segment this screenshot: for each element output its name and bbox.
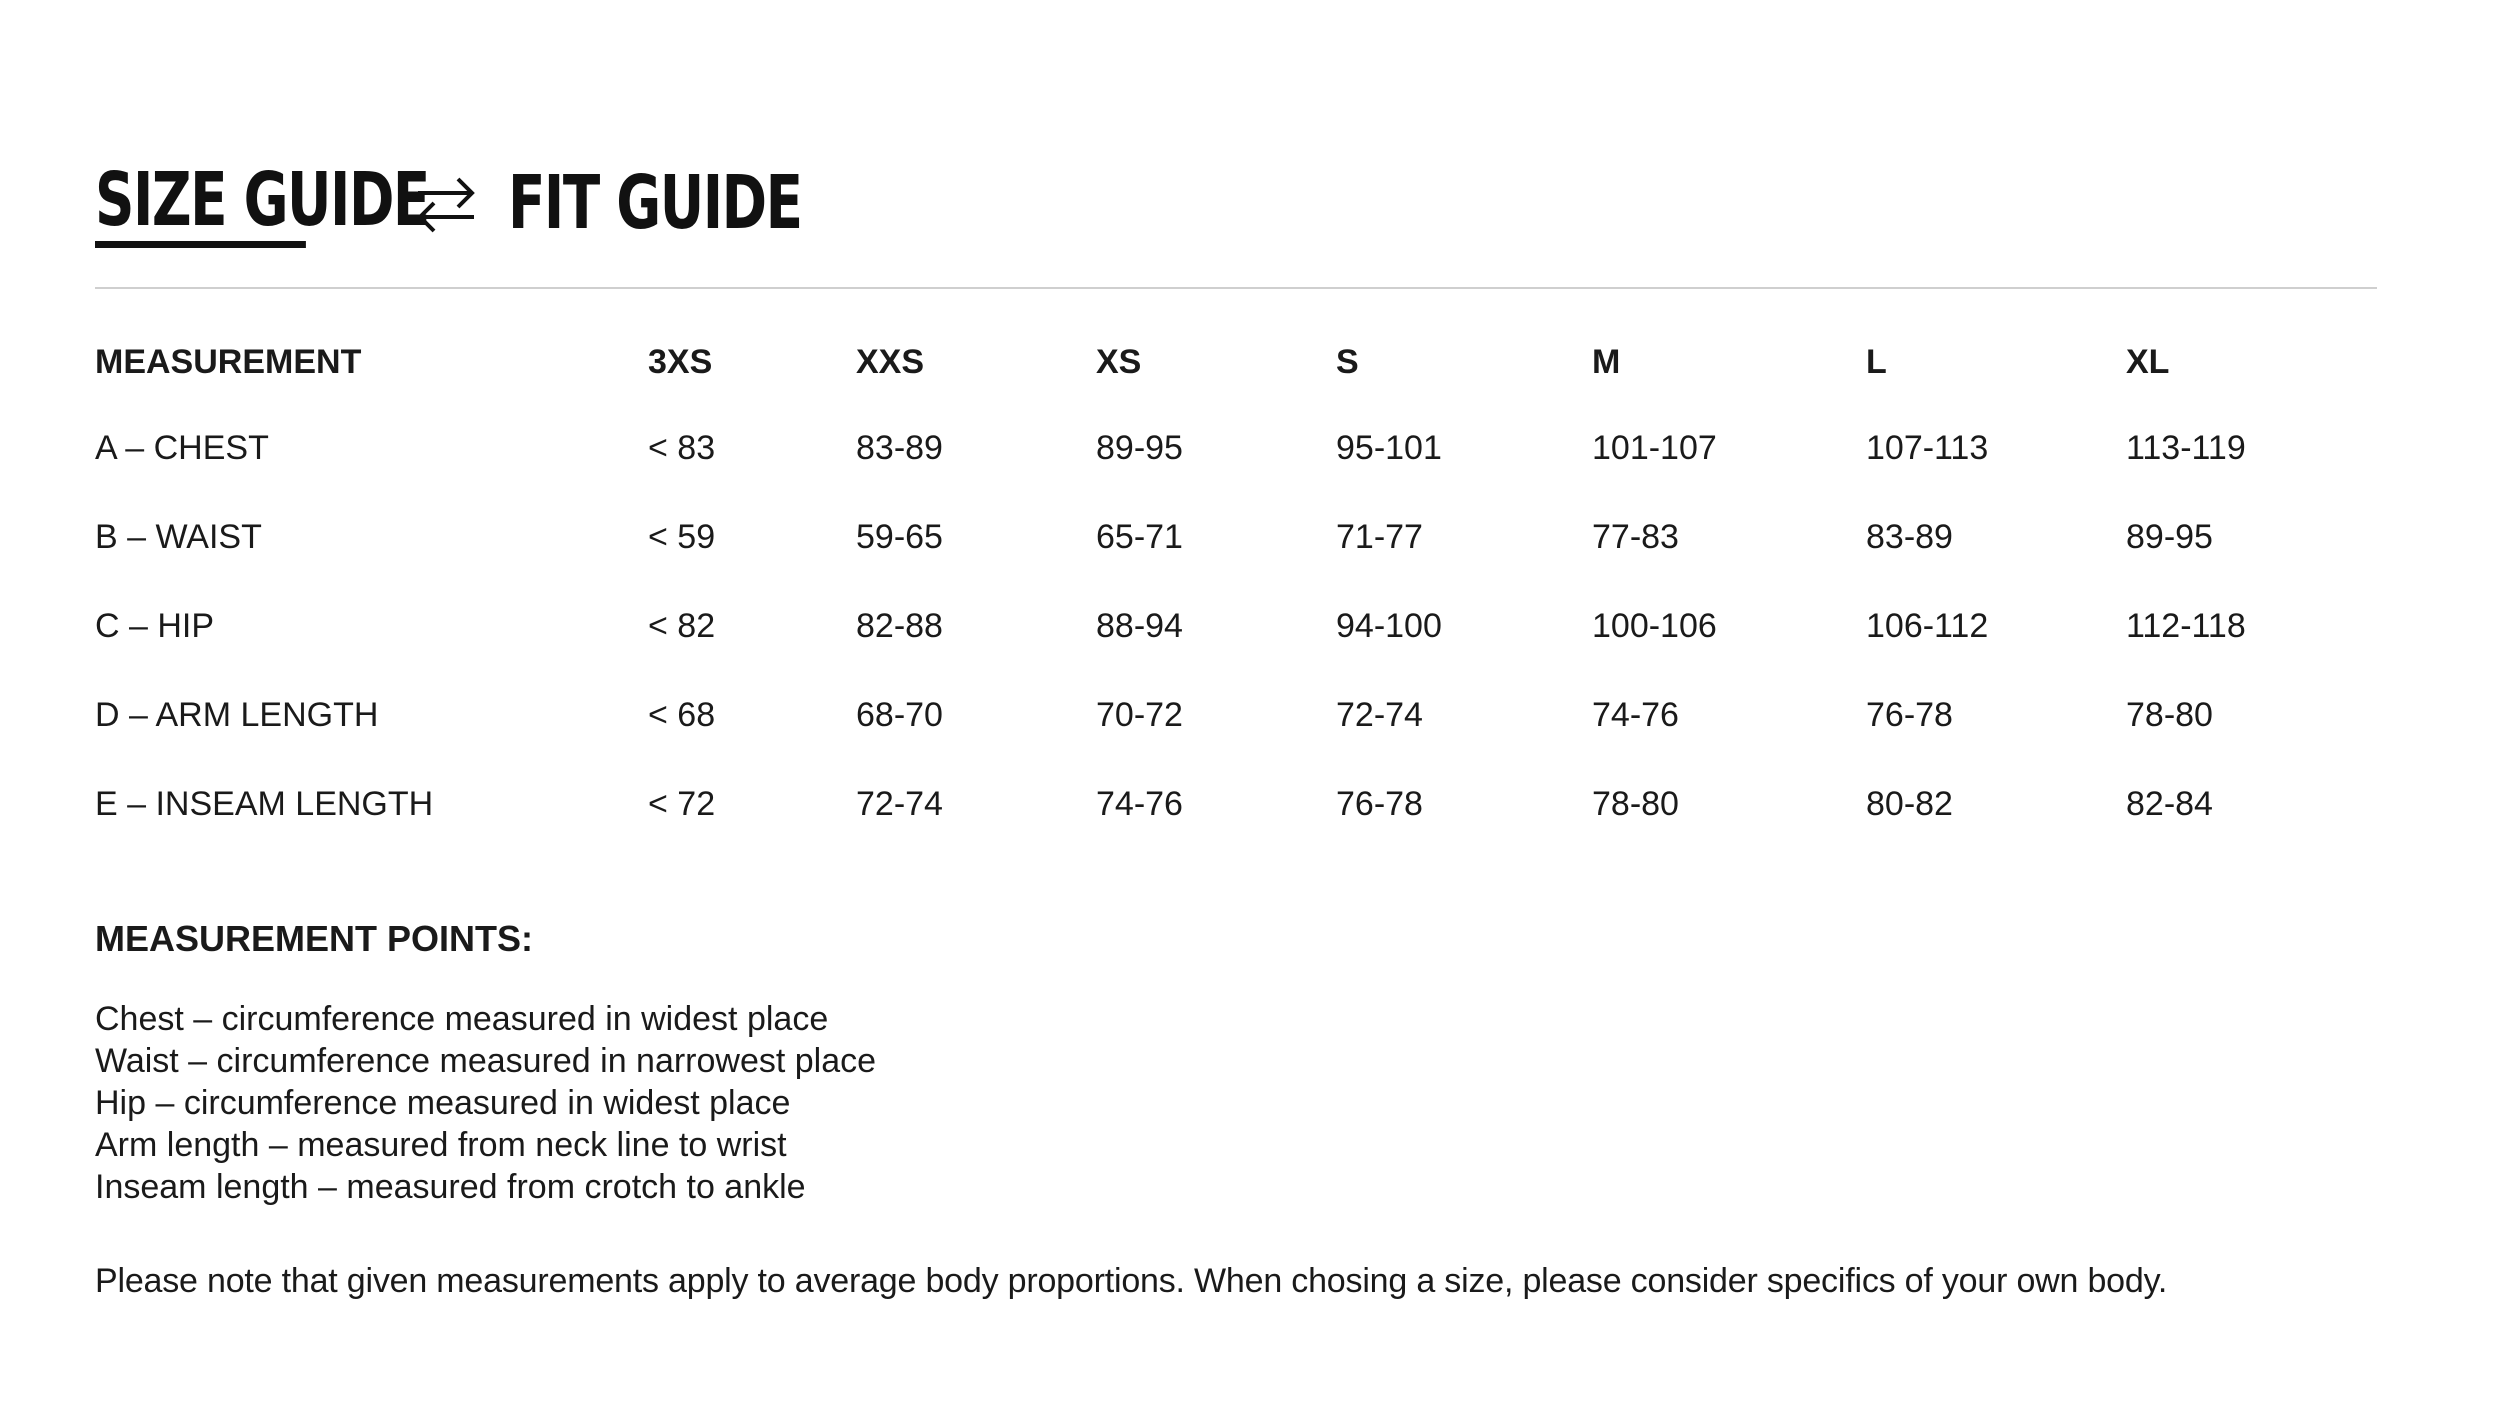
measurement-name: A – CHEST: [95, 429, 269, 467]
guide-tabs: [95, 148, 808, 248]
list-item: Hip – circumference measured in widest place: [95, 1084, 791, 1122]
table-cell: 68-70: [856, 696, 943, 734]
table-cell: 100-106: [1592, 607, 1717, 645]
fit-guide-tab[interactable]: FIT GUIDE: [508, 160, 802, 246]
table-cell: 77-83: [1592, 518, 1679, 556]
table-row: [95, 760, 2326, 849]
column-header: 3XS: [648, 342, 713, 381]
table-cell: 78-80: [2126, 696, 2213, 734]
measurement-points-list: [95, 998, 876, 1208]
table-cell: 71-77: [1336, 518, 1423, 556]
column-header: XXS: [856, 342, 925, 381]
table-cell: 59-65: [856, 518, 943, 556]
table-cell: 72-74: [1336, 696, 1423, 734]
list-item: Chest – circumference measured in widest place: [95, 1000, 829, 1038]
table-cell: 101-107: [1592, 429, 1717, 467]
fit-guide-tab-wrapper: [508, 160, 808, 248]
column-header: M: [1592, 342, 1621, 381]
table-cell: 76-78: [1336, 785, 1423, 823]
table-cell: 82-88: [856, 607, 943, 645]
header-divider: [95, 287, 2377, 289]
table-row: [95, 404, 2326, 493]
table-cell: < 72: [648, 785, 716, 823]
table-cell: < 68: [648, 696, 716, 734]
table-cell: < 83: [648, 429, 716, 467]
list-item: Arm length – measured from neck line to wrist: [95, 1126, 787, 1164]
table-cell: < 59: [648, 518, 716, 556]
proportions-note: Please note that given measurements apply to average body proportions. When chosing a size, please consider specifics of your own body.: [95, 1262, 2168, 1300]
measurement-name: E – INSEAM LENGTH: [95, 785, 434, 823]
column-header: S: [1336, 342, 1359, 381]
table-cell: 74-76: [1096, 785, 1183, 823]
table-cell: 113-119: [2126, 429, 2246, 467]
table-cell: 80-82: [1866, 785, 1953, 823]
size-guide-tab-wrapper: [95, 157, 429, 248]
table-cell: 95-101: [1336, 429, 1442, 467]
table-cell: 106-112: [1866, 607, 1989, 645]
table-cell: 88-94: [1096, 607, 1183, 645]
size-table: [95, 320, 2326, 849]
measurement-name: B – WAIST: [95, 518, 262, 556]
table-cell: 107-113: [1866, 429, 1989, 467]
table-cell: 70-72: [1096, 696, 1183, 734]
list-item: Inseam length – measured from crotch to ankle: [95, 1168, 806, 1206]
column-header: XL: [2126, 342, 2170, 381]
column-header: XS: [1096, 342, 1142, 381]
table-cell: 112-118: [2126, 607, 2246, 645]
table-cell: 83-89: [856, 429, 943, 467]
size-guide-tab[interactable]: SIZE GUIDE: [95, 163, 306, 248]
table-cell: 89-95: [2126, 518, 2213, 556]
table-cell: 82-84: [2126, 785, 2213, 823]
table-row: [95, 493, 2326, 582]
table-cell: 78-80: [1592, 785, 1679, 823]
table-cell: 89-95: [1096, 429, 1183, 467]
list-item: Waist – circumference measured in narrowest place: [95, 1042, 877, 1080]
column-header: L: [1866, 342, 1887, 381]
table-cell: 74-76: [1592, 696, 1679, 734]
table-cell: 94-100: [1336, 607, 1442, 645]
table-cell: 76-78: [1866, 696, 1953, 734]
column-header: MEASUREMENT: [95, 342, 362, 381]
table-row: [95, 582, 2326, 671]
table-header-row: [95, 320, 2326, 404]
table-cell: 72-74: [856, 785, 943, 823]
measurement-points-title: MEASUREMENT POINTS:: [95, 918, 534, 959]
measurement-name: D – ARM LENGTH: [95, 696, 379, 734]
table-row: [95, 671, 2326, 760]
table-cell: 83-89: [1866, 518, 1953, 556]
measurement-name: C – HIP: [95, 607, 215, 645]
table-cell: 65-71: [1096, 518, 1183, 556]
table-cell: < 82: [648, 607, 716, 645]
